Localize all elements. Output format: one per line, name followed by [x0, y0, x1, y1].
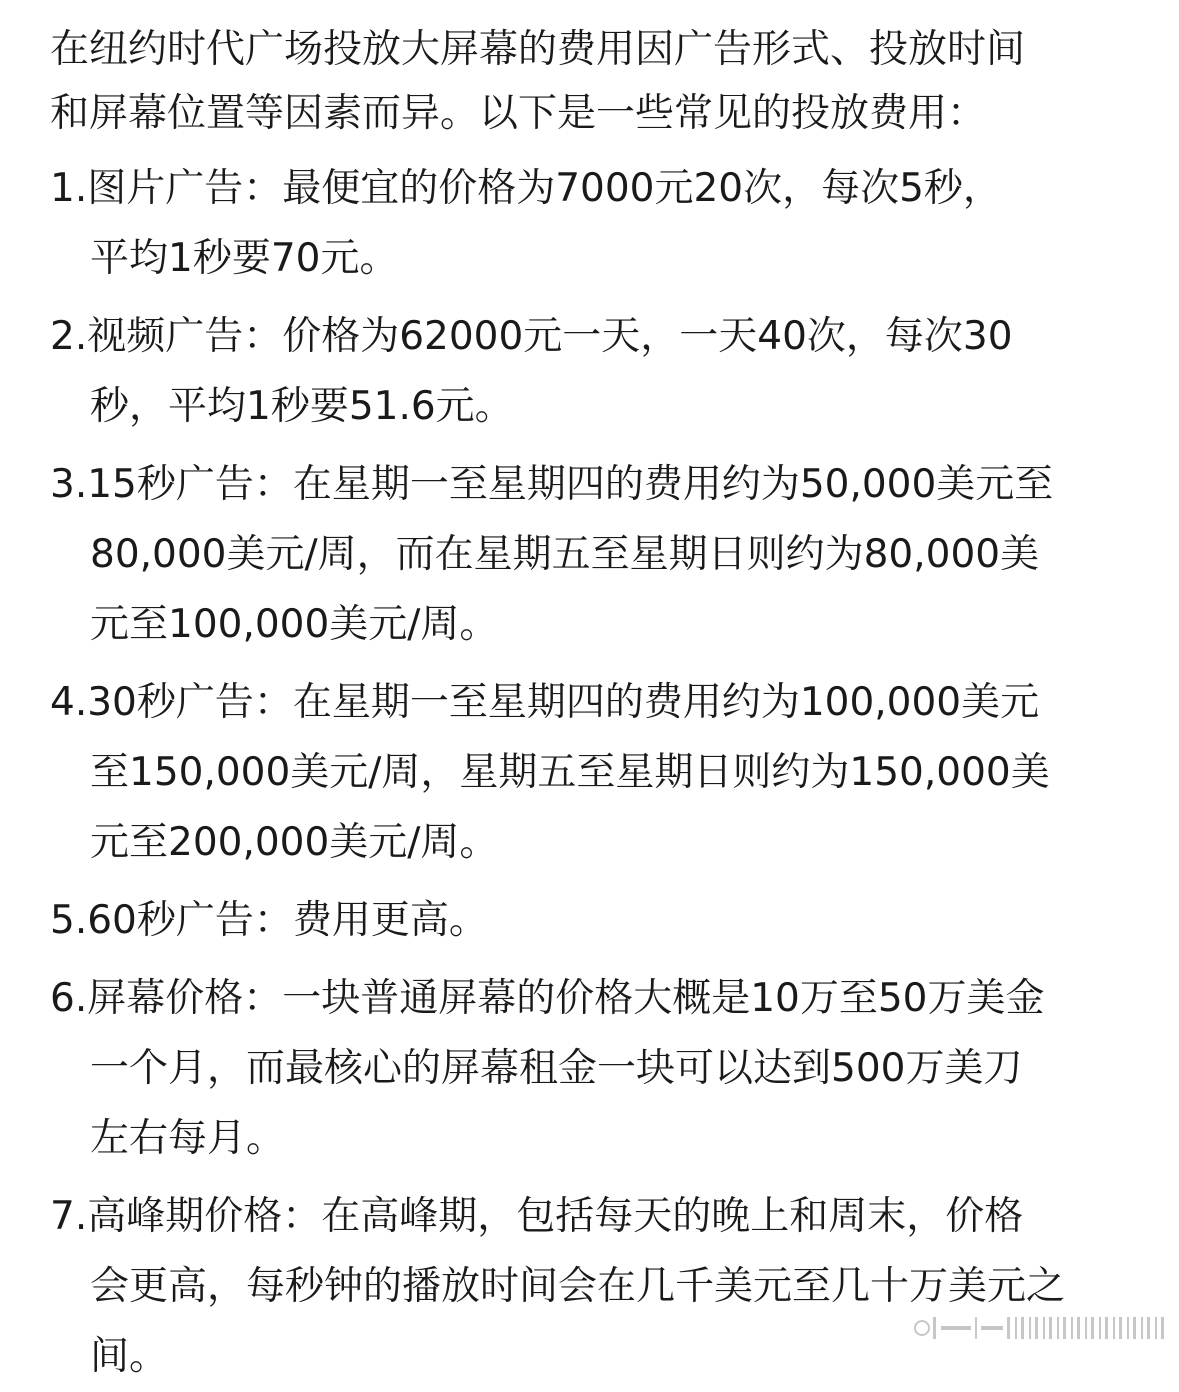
list-item-line: 秒，平均1秒要51.6元。 [90, 384, 514, 429]
list-item-line: 3.15秒广告：在星期一至星期四的费用约为50,000美元至 [50, 462, 1054, 507]
list-item-line: 4.30秒广告：在星期一至星期四的费用约为100,000美元 [50, 680, 1040, 725]
list-item-line: 至150,000美元/周，星期五至星期日则约为150,000美 [90, 750, 1050, 795]
list-item-line: 1.图片广告：最便宜的价格为7000元20次，每次5秒， [50, 166, 1002, 211]
list-item-15s-ad [50, 450, 1150, 660]
list-item-30s-ad [50, 668, 1150, 878]
list-item-line: 间。 [90, 1334, 169, 1379]
list-item-peak-price [50, 1182, 1150, 1392]
list-item-line: 80,000美元/周，而在星期五至星期日则约为80,000美 [90, 532, 1040, 577]
list-item-line: 元至200,000美元/周。 [90, 820, 499, 865]
barcode-watermark-icon [909, 1313, 1171, 1343]
list-item-screen-price [50, 964, 1150, 1174]
intro-paragraph [50, 18, 1150, 146]
list-item-line: 会更高，每秒钟的播放时间会在几千美元至几十万美元之 [90, 1264, 1066, 1309]
intro-line: 在纽约时代广场投放大屏幕的费用因广告形式、投放时间 [50, 27, 1026, 72]
list-item-line: 元至100,000美元/周。 [90, 602, 499, 647]
list-item-line: 平均1秒要70元。 [90, 236, 399, 281]
intro-line: 和屏幕位置等因素而异。以下是一些常见的投放费用： [50, 91, 987, 136]
list-item-line: 一个月，而最核心的屏幕租金一块可以达到500万美刀 [90, 1046, 1023, 1091]
list-item-line: 2.视频广告：价格为62000元一天，一天40次，每次30 [50, 314, 1013, 359]
list-item-line: 7.高峰期价格：在高峰期，包括每天的晚上和周末，价格 [50, 1194, 1024, 1239]
list-item-image-ad [50, 154, 1150, 294]
list-item-line: 6.屏幕价格：一块普通屏幕的价格大概是10万至50万美金 [50, 976, 1045, 1021]
list-item-line: 左右每月。 [90, 1116, 286, 1161]
list-item-line: 5.60秒广告：费用更高。 [50, 898, 488, 943]
list-item-video-ad [50, 302, 1150, 442]
list-item-60s-ad [50, 886, 1150, 956]
article-body [50, 18, 1150, 1392]
